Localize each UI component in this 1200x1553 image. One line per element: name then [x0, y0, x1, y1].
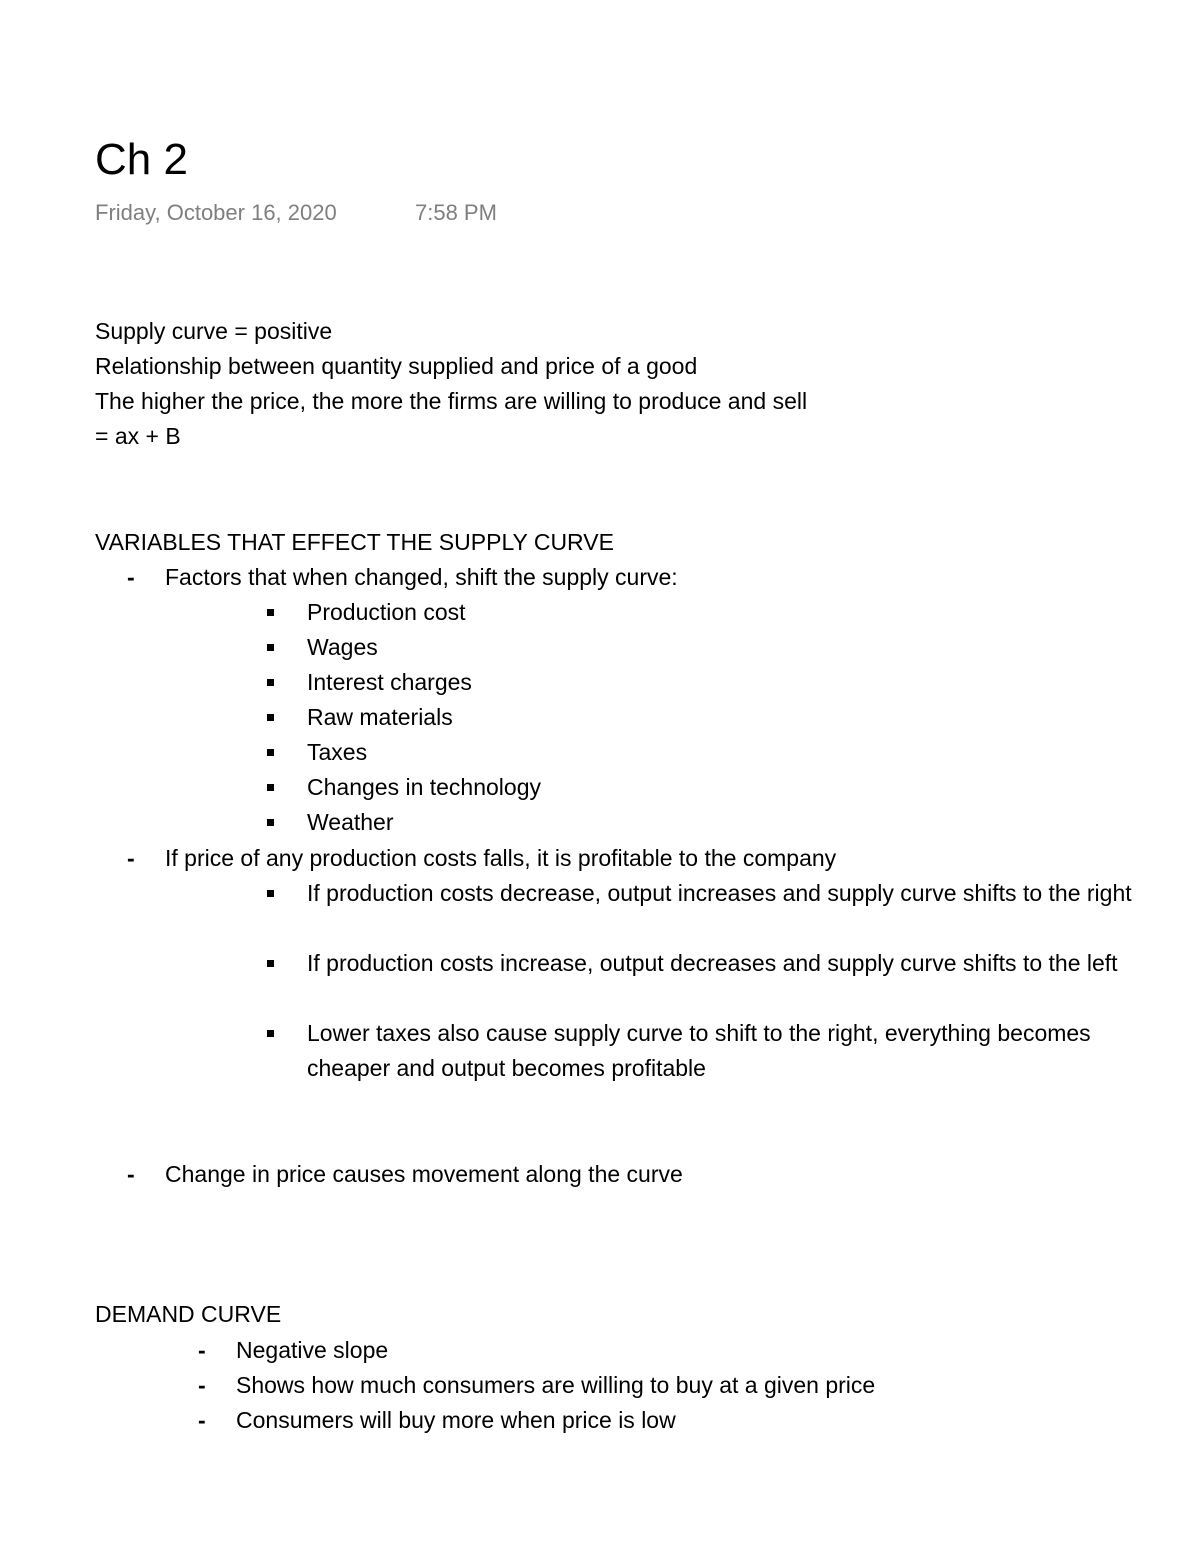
square-bullet-icon: [267, 784, 274, 791]
dash-bullet-icon: -: [127, 1161, 135, 1187]
section-heading-supply-variables: VARIABLES THAT EFFECT THE SUPPLY CURVE: [95, 529, 614, 555]
list-item-factor: Production cost: [307, 599, 466, 625]
dash-bullet-icon: -: [198, 1372, 206, 1398]
square-bullet-icon: [267, 890, 274, 897]
list-item-cost-point: Lower taxes also cause supply curve to shift to the right, everything becomes cheaper and output becomes profitable: [307, 1020, 1091, 1081]
square-bullet-icon: [267, 819, 274, 826]
list-item-cost-point: If production costs increase, output decreases and supply curve shifts to the left: [307, 950, 1118, 976]
supply-intro-line: Supply curve = positive: [95, 318, 333, 344]
square-bullet-icon: [267, 679, 274, 686]
list-item-price-note: Change in price causes movement along the curve: [165, 1161, 683, 1187]
dash-bullet-icon: -: [127, 564, 135, 590]
list-item-factor: Interest charges: [307, 669, 472, 695]
list-item-demand-point: Consumers will buy more when price is low: [236, 1407, 676, 1433]
square-bullet-icon: [267, 1030, 274, 1037]
list-item-factor: Taxes: [307, 739, 368, 765]
square-bullet-icon: [267, 960, 274, 967]
list-item-cost-point: If production costs decrease, output increases and supply curve shifts to the right: [307, 880, 1132, 906]
note-time: 7:58 PM: [415, 200, 497, 225]
note-title: Ch 2: [95, 135, 188, 184]
supply-intro-line: The higher the price, the more the firms are willing to produce and sell: [95, 388, 808, 414]
list-item-factor: Changes in technology: [307, 774, 541, 800]
dash-bullet-icon: -: [127, 845, 135, 871]
note-timestamp: [95, 198, 497, 228]
list-item-demand-point: Negative slope: [236, 1337, 389, 1363]
list-item-demand-point: Shows how much consumers are willing to buy at a given price: [236, 1372, 876, 1398]
list-item-factors-lead: Factors that when changed, shift the supply curve:: [165, 564, 678, 590]
supply-intro-line: Relationship between quantity supplied and price of a good: [95, 353, 698, 379]
square-bullet-icon: [267, 609, 274, 616]
supply-intro-line: = ax + B: [95, 423, 181, 449]
square-bullet-icon: [267, 749, 274, 756]
list-item-factor: Wages: [307, 634, 378, 660]
list-item-factor: Weather: [307, 809, 394, 835]
section-heading-demand: DEMAND CURVE: [95, 1301, 282, 1327]
dash-bullet-icon: -: [198, 1407, 206, 1433]
square-bullet-icon: [267, 644, 274, 651]
note-date: Friday, October 16, 2020: [95, 200, 337, 225]
list-item-factor: Raw materials: [307, 704, 453, 730]
dash-bullet-icon: -: [198, 1337, 206, 1363]
list-item-costs-lead: If price of any production costs falls, it is profitable to the company: [165, 845, 837, 871]
square-bullet-icon: [267, 714, 274, 721]
